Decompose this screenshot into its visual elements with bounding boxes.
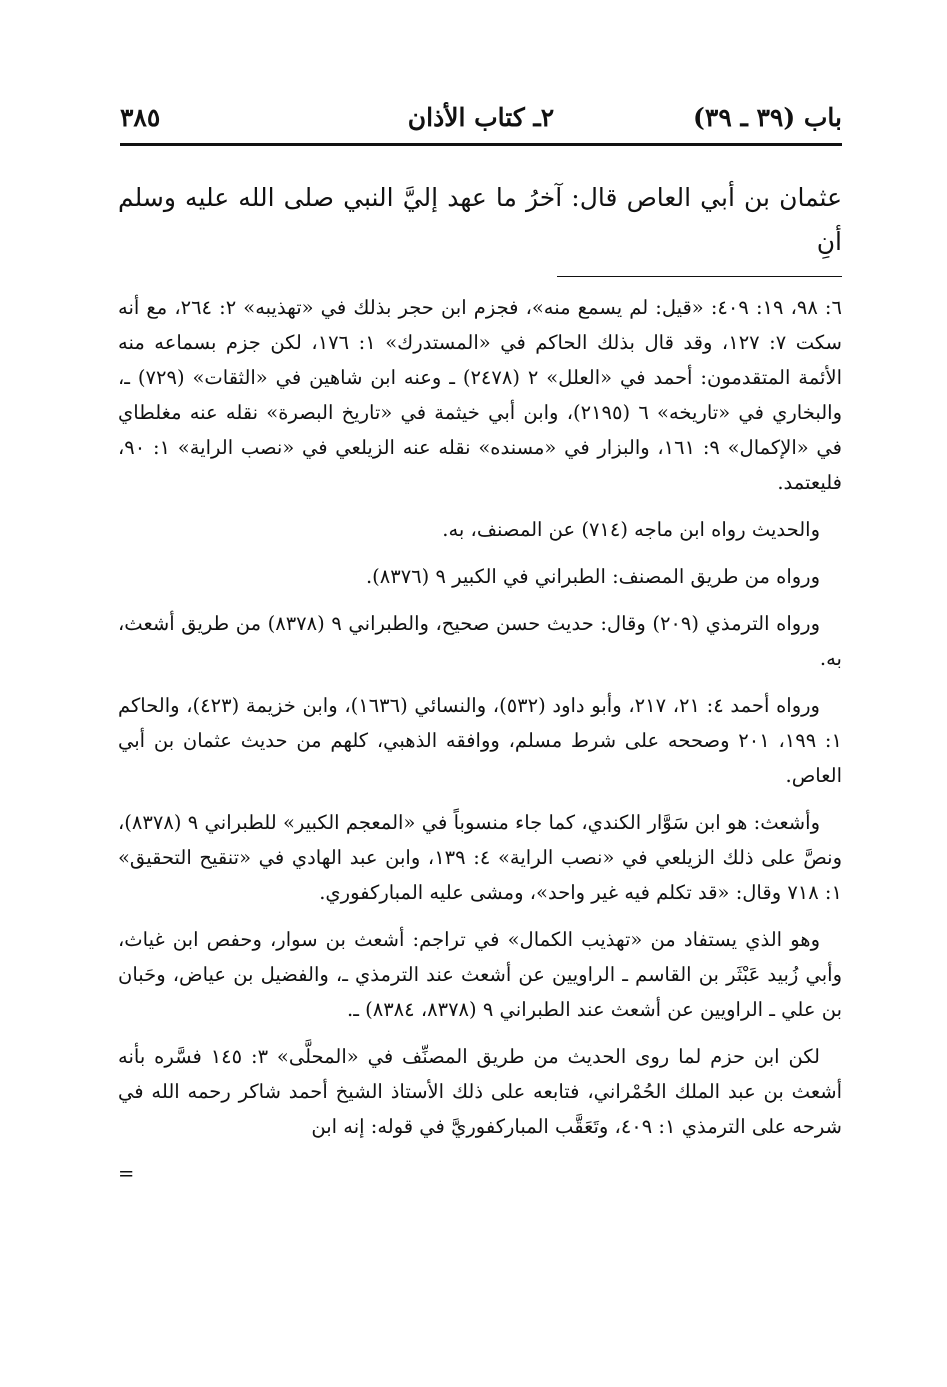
footnotes: [118, 290, 842, 1191]
page-header: [120, 95, 842, 139]
footnote-paragraph: والحديث رواه ابن ماجه (٧١٤) عن المصنف، به.: [442, 518, 820, 541]
footnote-separator: [557, 276, 842, 277]
footnote-paragraph: وأشعث: هو ابن سَوَّار الكندي، كما جاء منسوباً في «المعجم الكبير» للطبراني ٩ (٨٣٧٨)، ونصَّ على ذلك الزيلعي في «نصب الراية» ٤: ١٣٩، وابن عبد الهادي في «تنقيح التحقيق» ١: ٧١٨ وقال: «قد تكلم فيه غير واحد»، ومشى عليه المباركفوري.: [118, 811, 842, 904]
footnote-paragraph: ورواه الترمذي (٢٠٩) وقال: حديث حسن صحيح، والطبراني ٩ (٨٣٧٨) من طريق أشعث، به.: [118, 612, 842, 670]
footnote-paragraph: وهو الذي يستفاد من «تهذيب الكمال» في تراجم: أشعث بن سوار، وحفص ابن غياث، وأبي زُبيد عَبْثَر بن القاسم ـ الراويين عن أشعث عند الترمذي ـ، والفضيل بن عياض، وحَبان بن علي ـ الراويين عن أشعث عند الطبراني ٩ (٨٣٧٨، ٨٣٨٤) ـ.: [118, 928, 842, 1021]
page-number: ٣٨٥: [120, 102, 161, 132]
main-text: عثمان بن أبي العاص قال: آخرُ ما عهد إليَّ النبي صلى الله عليه وسلم أنِ: [118, 183, 842, 256]
book-title: ٢ـ كتاب الأذان: [407, 102, 555, 132]
continuation-mark: =: [118, 1162, 135, 1185]
footnote-paragraph: ورواه أحمد ٤: ٢١، ٢١٧، وأبو داود (٥٣٢)، والنسائي (١٦٣٦)، وابن خزيمة (٤٢٣)، والحاكم ١: ١٩٩، ٢٠١ وصححه على شرط مسلم، ووافقه الذهبي، كلهم من حديث عثمان بن أبي العاص.: [118, 694, 842, 787]
footnote-paragraph: ورواه من طريق المصنف: الطبراني في الكبير ٩ (٨٣٧٦).: [365, 565, 820, 588]
header-rule: [120, 143, 842, 146]
footnote-paragraph: لكن ابن حزم لما روى الحديث من طريق المصنِّف في «المحلَّى» ٣: ١٤٥ فسَّره بأنه أشعث بن عبد الملك الحُمْراني، فتابعه على ذلك الأستاذ الشيخ أحمد شاكر رحمه الله في شرحه على الترمذي ١: ٤٠٩، وتَعَقَّب المباركفوريَّ في قوله: إنه ابن: [118, 1045, 842, 1138]
chapter-reference: باب (٣٩ ـ ٣٩): [693, 102, 842, 132]
footnote-paragraph: ٦: ٩٨، ١٩: ٤٠٩: «قيل: لم يسمع منه»، فجزم ابن حجر بذلك في «تهذيبه» ٢: ٢٦٤، مع أنه سكت ٧: ١٢٧، وقد قال بذلك الحاكم في «المستدرك» ١: ١٧٦، لكن جزم بسماعه منه الأئمة المتقدمون: أحمد في «العلل» ٢ (٢٤٧٨) ـ وعنه ابن شاهين في «الثقات» (٧٢٩) ـ، والبخاري في «تاريخه» ٦ (٢١٩٥)، وابن أبي خيثمة في «تاريخ البصرة» نقله عنه مغلطاي في «الإكمال» ٩: ١٦١، والبزار في «مسنده» نقله عنه الزيلعي في «نصب الراية» ١: ٩٠، فليعتمد.: [118, 296, 842, 494]
